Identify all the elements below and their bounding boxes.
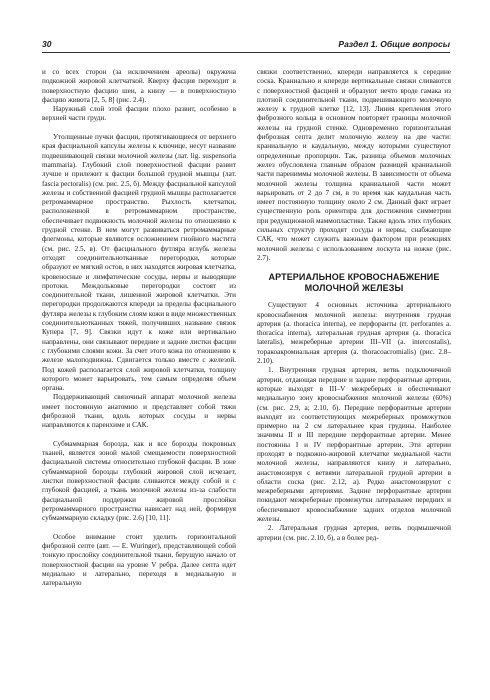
page-number: 30 bbox=[42, 39, 52, 49]
running-header bbox=[42, 38, 450, 53]
paragraph: Поддерживающий связочный аппарат молочной железы имеет постоянную анатомию и представляет собой тяжи фиброзной ткани, вдоль которых сосуды и нервы направляются к паренхиме и САК. bbox=[42, 393, 236, 430]
paragraph: Особое внимание стоит уделить горизонтальной фиброзной септе (авт. — E. Wuringer), представляющей собой тонкую прослойку соединительной ткани, берущую начало от поверхностной фасции на уровне V ребра. Далее септа идет медиально и латерально, переходя в медиальную и латеральную bbox=[42, 532, 236, 588]
paragraph: связки соответственно, кпереди направляется к середине соска. Краниально и кпереди вертикальные связки сливаются с поверхностной фасцией и образуют нечто вроде гамака из плотной соединительной ткани, подвешивающего молочную железу к грудной клетке [12, 13]. Линия крепления этого фиброзного кольца в основном повторяет границы молочной железы на грудной стенке. Одновременно горизонтальная фиброзная септа делит молочную железу на две части: краниальную и каудальную, между которыми существуют определенные пропорции. Так, разница объемов молочных желез обусловлена главным образом разницей краниальной части парениммы молочной железы. В зависимости от объема молочной железы толщина краниальной части может варьировать от 2 до 7 см, в то время как каудальная часть имеет постоянную толщину около 2 см. Данный факт играет существенную роль ориентира для достижения симметрии при редукционной маммопластике. Также вдоль этих глубоких сильных структур проходят сосуды и нервы, снабжающие САК, что может служить важным фактором при резекциях молочной железы с использованием лоскута на ножке (рис. 2.7). bbox=[257, 68, 451, 262]
paragraph: 1. Внутренняя грудная артерия, ветвь подключичной артерии, отдающая передние и задние перфорантные артерии, которые выходят в III–V межреберьях и обеспечивают медиальную зону кровоснабжения молочной железы (60%) (см. рис. 2.9, а; 2.10, б). Передние перфорантные артерии выходят из соответствующих межреберных промежутков примерно на 2 см латеральнее края грудины. Наиболее значимы II и III передние перфорантные артерии. Менее постоянны I и IV перфорантные артерии. Эти артерии проходят в подкожно-жировой клетчатке медиальной части молочной железы, направляются книзу и латерально, анастомозируя с ветвями латеральной грудной артерии в области соска (рис. 2.12, а). Редко анастомозируют с межреберными артериями. Задние перфорантные артерии покидают межреберные промежутки латеральнее передних и обеспечивают кровоснабжение задних отделов молочной железы. bbox=[257, 366, 451, 524]
paragraph: Субмаммарная борозда, как и все борозды покровных тканей, является зоной малой смещаемости поверхностной фасциальной системы относительно глубокой фасции. В зоне субмаммарной борозды глубокий жировой слой исчезает, листки поверхностной фасции сливаются между собой и с глубокой фасцией, а ткань молочной железы из-за слабости фасциальной поддержки жировой прослойки ретромаммарного пространства нависает над ней, формируя субмаммарную складку (рис. 2.6) [10, 11]. bbox=[42, 439, 236, 523]
paragraph: 2. Латеральная грудная артерия, ветвь подмышечной артерии (см. рис. 2.10, б), а в более ред- bbox=[257, 524, 451, 542]
section-heading: АРТЕРИАЛЬНОЕ КРОВОСНАБЖЕНИЕ МОЛОЧНОЙ ЖЕЛЕЗЫ bbox=[268, 272, 440, 294]
paragraph: Наружный слой этой фасции плохо развит, особенно в верхней части груди. bbox=[42, 105, 236, 123]
right-text-column bbox=[257, 68, 451, 543]
section-title: Раздел 1. Общие вопросы bbox=[338, 39, 450, 49]
paragraph: Существуют 4 основных источника артериального кровоснабжения молочной железы: внутренняя грудная артерия (a. thoracica interna), ее перфоранты (rr. perforantes a. thoracica interna), латеральная грудная артерия (a. thoracica lateralis), межреберные артерии III–VII (a. intercostalis), торакоакромиальная артерия (a. thoracoacromialis) (рис. 2.8–2.10). bbox=[257, 301, 451, 366]
paragraph: Утолщенные пучки фасции, протягивающиеся от верхнего края фасциальной капсулы железы к ключице, несут название подвешивающей связки молочной железы (лат. lig. suspensoria mammaria). Глубокий слой поверхностной фасции развит лучше и прилежит к фасции большой грудной мышцы (лат. fascia pectoralis) (см. рис. 2.5, б). Между фасциальной капсулой железы и собственной фасцией грудной мышцы располагается ретромаммарное пространство. Рыхлость клетчатки, расположенной в ретромаммарном пространстве, обеспечивает подвижность молочной железы по отношению к грудной стенке. В нем могут развиваться ретромаммарные флегмоны, которые являются осложнением гнойного мастита (см. рис. 2.5, в). От фасциального футляра вглубь железы отходят соединительнотканные перегородки, которые образуют ее мягкий остов, в них находятся жировая клетчатка, кровеносные и лимфатические сосуды, нервы и выводящие протоки. Междольковые перегородки состоят из соединительной ткани, лишенной жировой клетчатки. Эти перегородки продолжаются кпереди за пределы фасциального футляра железы к глубоким слоям кожи в виде множественных соединительнотканных тяжей, получивших название связок Купера [7, 9]. Связки идут к коже или вертикально направлены, они связывают передние и задние листки фасции с глубокими слоями кожи. За счет этого кожа по отношению к железе малоподвижна. Сдвигается только вместе с железой. Под кожей располагается слой жировой клетчатки, толщину которого может варьировать, тем самым определяя объем органа. bbox=[42, 133, 237, 393]
paragraph: и со всех сторон (за исключением ареолы) окружена подкожной жировой клетчаткой. Кверху фасция переходит в поверхностную фасцию шеи, а книзу — в поверхностную фасцию живота [2, 5, 8] (рис. 2.4). bbox=[42, 68, 236, 104]
left-text-column bbox=[42, 68, 236, 589]
